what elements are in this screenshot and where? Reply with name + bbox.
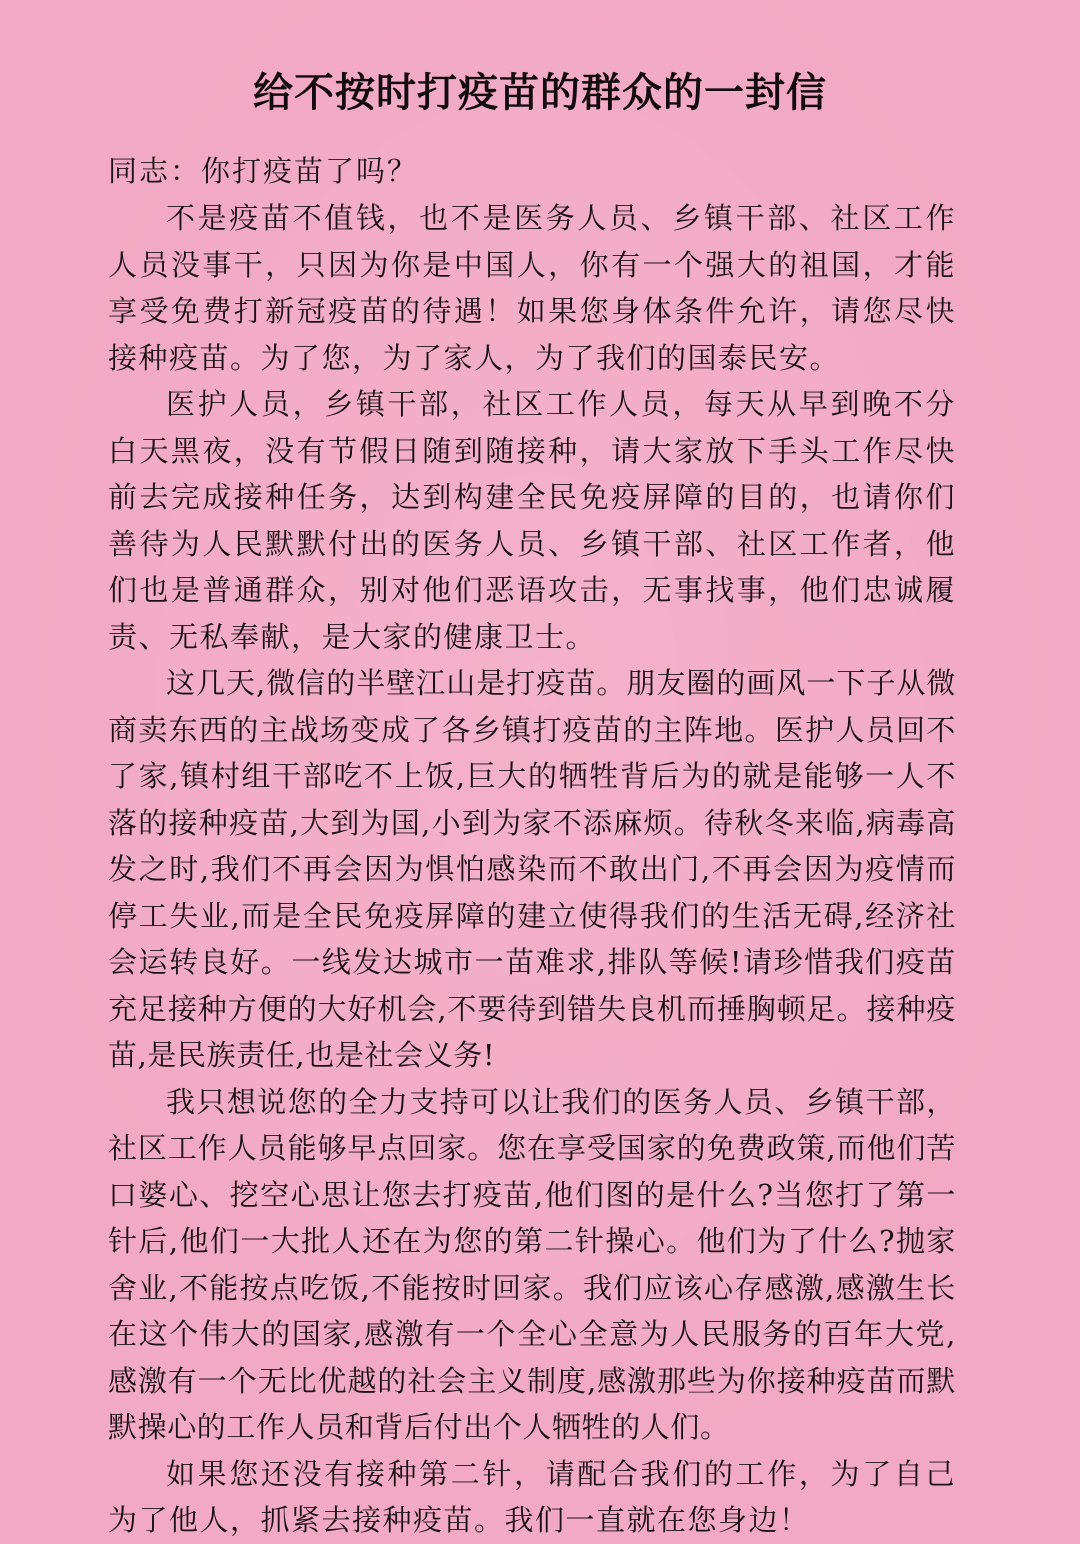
salutation: 同志：你打疫苗了吗？ — [108, 154, 419, 188]
paragraph-5: 如果您还没有接种第二针，请配合我们的工作，为了自己为了他人，抓紧去接种疫苗。我们一直就在您身边！ — [108, 1456, 956, 1537]
paragraph-4: 我只想说您的全力支持可以让我们的医务人员、乡镇干部，社区工作人员能够早点回家。您在享受国家的免费政策,而他们苦口婆心、挖空心思让您去打疫苗,他们图的是什么?当您打了第一针后,他们一大批人还在为您的第二针操心。他们为了什么?抛家舍业,不能按点吃饭,不能按时回家。我们应该心存感激,感激生长在这个伟大的国家,感激有一个全心全意为人民服务的百年大党,感激有一个无比优越的社会主义制度,感激那些为你接种疫苗而默默操心的工作人员和背后付出个人牺牲的人们。 — [108, 1084, 956, 1444]
paragraph-3: 这几天,微信的半壁江山是打疫苗。朋友圈的画风一下子从微商卖东西的主战场变成了各乡镇打疫苗的主阵地。医护人员回不了家,镇村组干部吃不上饭,巨大的牺牲背后为的就是能够一人不落的接种疫苗,大到为国,小到为家不添麻烦。待秋冬来临,病毒高发之时,我们不再会因为惧怕感染而不敢出门,不再会因为疫情而停工失业,而是全民免疫屏障的建立使得我们的生活无碍,经济社会运转良好。一线发达城市一苗难求,排队等候!请珍惜我们疫苗充足接种方便的大好机会,不要待到错失良机而捶胸顿足。接种疫苗,是民族责任,也是社会义务! — [108, 666, 956, 1072]
letter-title: 给不按时打疫苗的群众的一封信 — [253, 70, 827, 116]
paragraph-1: 不是疫苗不值钱，也不是医务人员、乡镇干部、社区工作人员没事干，只因为你是中国人，你有一个强大的祖国，才能享受免费打新冠疫苗的待遇！如果您身体条件允许，请您尽快接种疫苗。为了您，为了家人，为了我们的国泰民安。 — [108, 201, 956, 375]
paragraph-2: 医护人员，乡镇干部，社区工作人员，每天从早到晚不分白天黑夜，没有节假日随到随接种，请大家放下手头工作尽快前去完成接种任务，达到构建全民免疫屏障的目的，也请你们善待为人民默默付出的医务人员、乡镇干部、社区工作者，他们也是普通群众，别对他们恶语攻击，无事找事，他们忠诚履责、无私奉献，是大家的健康卫士。 — [108, 387, 956, 654]
